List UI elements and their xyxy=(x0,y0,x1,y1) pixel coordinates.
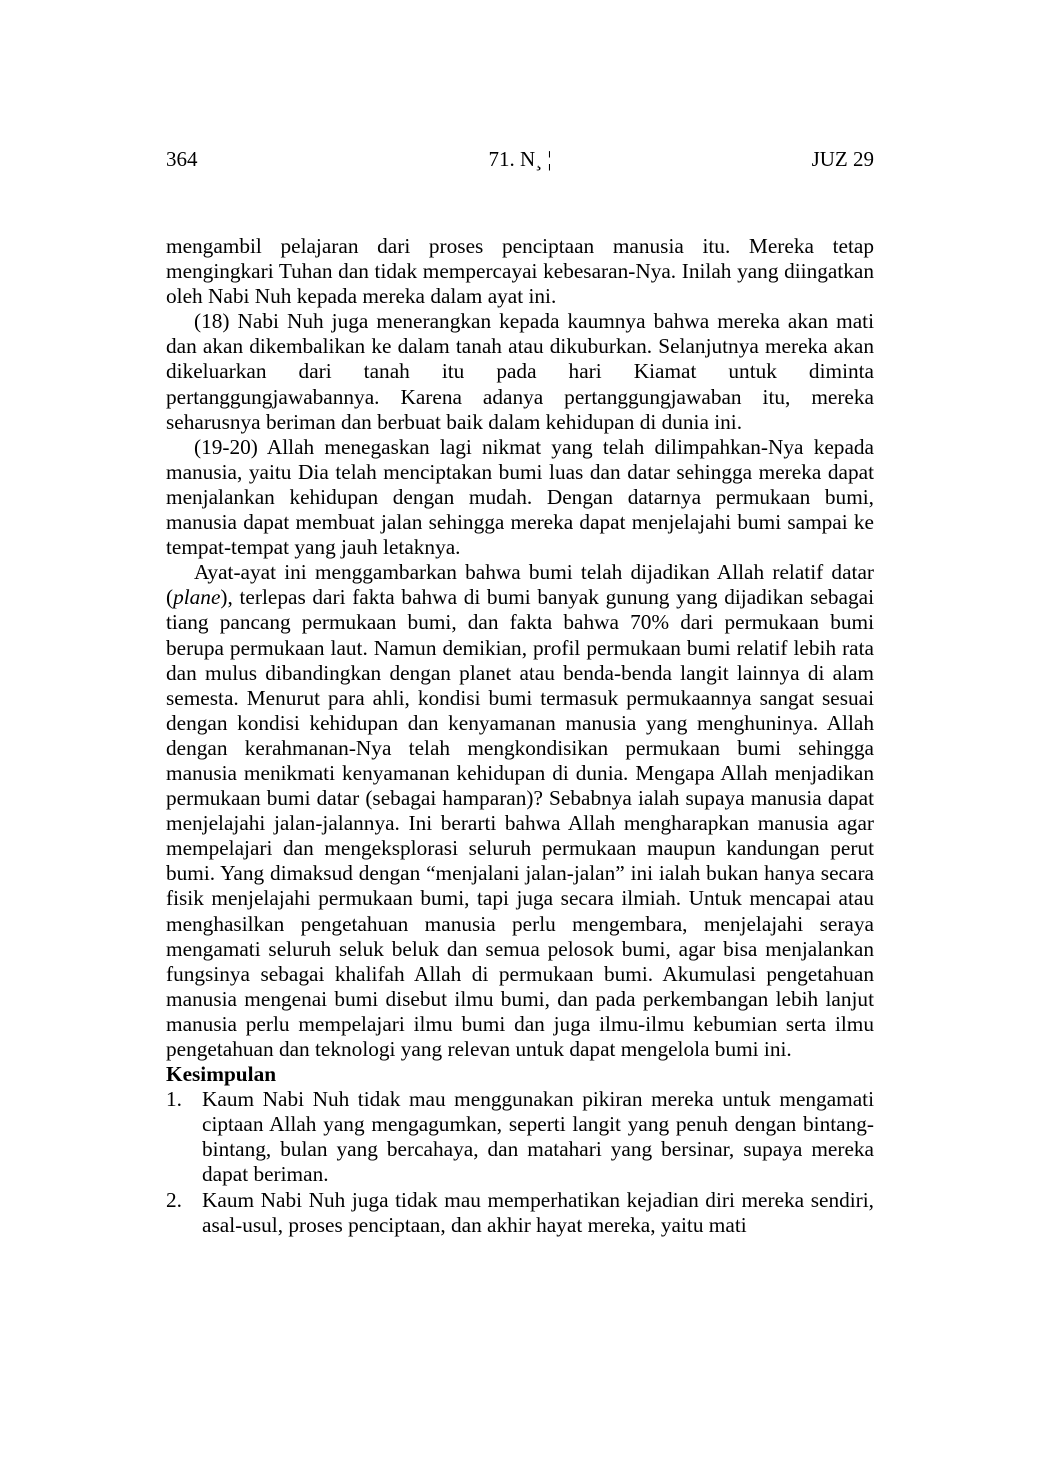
list-item xyxy=(166,1188,874,1238)
list-number: 1. xyxy=(166,1087,182,1112)
paragraph-verse-18: (18) Nabi Nuh juga menerangkan kepada kaumnya bahwa mereka akan mati dan akan dikembalikan ke dalam tanah atau dikuburkan. Selanjutnya mereka akan dikeluarkan dari tanah itu pada hari Kiamat untuk diminta pertanggungjawabannya. Karena adanya pertanggungjawaban itu, mereka seharusnya beriman dan berbuat baik dalam kehidupan di dunia ini. xyxy=(166,309,874,434)
chapter-title: 71. N¸ ¦ xyxy=(488,147,552,171)
paragraph-verse-19-20: (19-20) Allah menegaskan lagi nikmat yang telah dilimpahkan-Nya kepada manusia, yaitu Dia telah menciptakan bumi luas dan datar sehingga mereka dapat menjalankan kehidupan dengan mudah. Dengan datarnya permukaan bumi, manusia dapat membuat jalan sehingga mereka dapat menjelajahi bumi sampai ke tempat-tempat yang jauh letaknya. xyxy=(166,434,874,560)
italic-term: plane xyxy=(173,585,221,610)
juz-label: JUZ 29 xyxy=(811,147,874,171)
list-item xyxy=(166,1087,874,1187)
page-number: 364 xyxy=(166,147,198,171)
paragraph-text-part: ), terlepas dari fakta bahwa di bumi banyak gunung yang dijadikan sebagai tiang pancang permukaan bumi, dan fakta bahwa 70% dari permukaan bumi berupa permukaan laut. Namun demikian, profil permukaan bumi relatif lebih rata dan mulus dibandingkan dengan planet atau benda-benda langit lainnya di alam semesta. Menurut para ahli, kondisi bumi termasuk permukaannya sangat sesuai dengan kondisi kehidupan dan kenyamanan manusia yang menghuninya. Allah dengan kerahmanan-Nya telah mengkondisikan permukaan bumi sehingga manusia menikmati kenyamanan kehidupan di dunia. Mengapa Allah menjadikan permukaan bumi datar (sebagai hamparan)? Sebabnya ialah supaya manusia dapat menjelajahi jalan-jalannya. Ini berarti bahwa Allah mengharapkan manusia agar mempelajari dan mengeksplorasi seluruh permukaan maupun kandungan perut bumi. Yang dimaksud dengan “menjalani jalan-jalan” ini ialah bukan hanya secara fisik menjelajahi permukaan bumi, tapi juga secara ilmiah. Untuk mencapai atau menghasilkan pengetahuan manusia perlu mengembara, menjelajahi seraya mengamati seluruh seluk beluk dan semua pelosok bumi, agar bisa menjalankan fungsinya sebagai khalifah Allah di permukaan bumi. Akumulasi pengetahuan manusia mengenai bumi disebut ilmu bumi, dan pada perkembangan lebih lanjut manusia perlu mempelajari ilmu bumi dan juga ilmu-ilmu kebumian serta ilmu pengetahuan dan teknologi yang relevan untuk dapat mengelola bumi ini. xyxy=(166,585,874,1061)
paragraph-text-part: Ayat-ayat ini menggambarkan bahwa bumi telah dijadikan Allah relatif datar ( xyxy=(166,560,874,610)
list-number: 2. xyxy=(166,1187,182,1212)
page-body xyxy=(166,234,874,1238)
conclusion-list xyxy=(166,1087,874,1238)
section-heading: Kesimpulan xyxy=(166,1062,277,1087)
list-item-text: Kaum Nabi Nuh juga tidak mau memperhatikan kejadian diri mereka sendiri, asal-usul, proses penciptaan, dan akhir hayat mereka, yaitu mati xyxy=(202,1187,874,1237)
list-item-text: Kaum Nabi Nuh tidak mau menggunakan pikiran mereka untuk mengamati ciptaan Allah yang mengagumkan, seperti langit yang penuh dengan bintang-bintang, bulan yang bercahaya, dan matahari yang bersinar, supaya mereka dapat beriman. xyxy=(202,1087,874,1187)
paragraph-explanation xyxy=(166,560,874,1062)
paragraph-continuation: mengambil pelajaran dari proses penciptaan manusia itu. Mereka tetap mengingkari Tuhan dan tidak mempercayai kebesaran-Nya. Inilah yang diingatkan oleh Nabi Nuh kepada mereka dalam ayat ini. xyxy=(166,234,874,309)
